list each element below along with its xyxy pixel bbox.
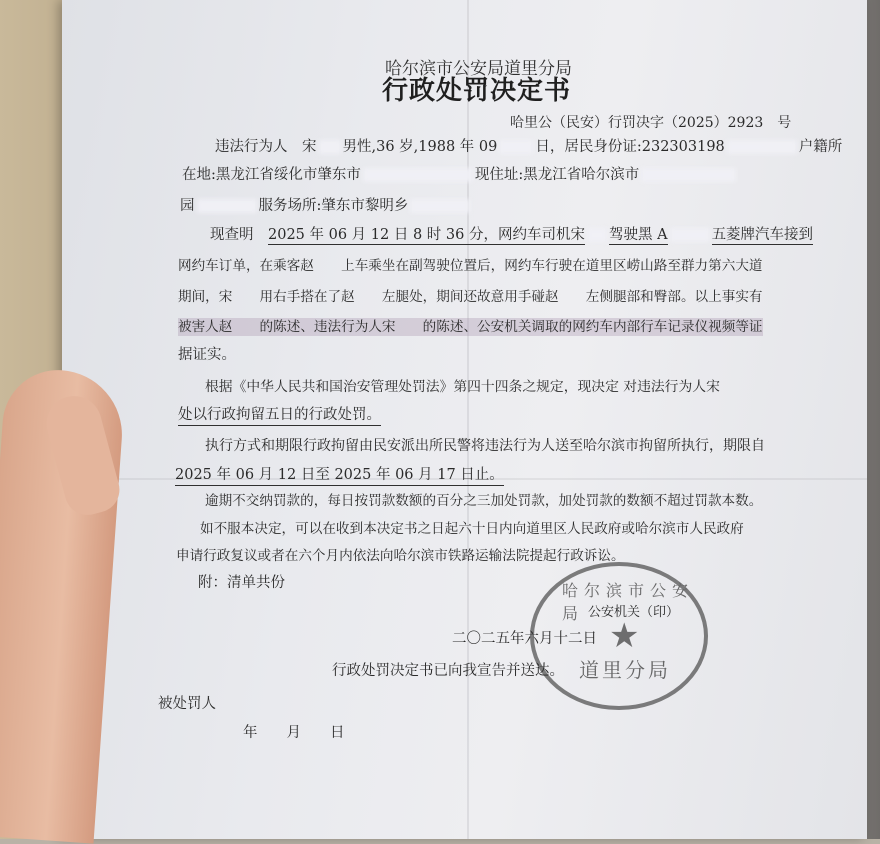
seal-bottom-text: 道里分局 [579,658,671,682]
execution-line-2: 2025 年 06 月 12 日至 2025 年 06 月 17 日止。 [175,466,504,486]
seal-top-text: 哈尔滨市公安局 [562,581,695,623]
facts-line-4: 被害人赵 的陈述、违法行为人宋 的陈述、公安机关调取的网约车内部行车记录仪视频等证 [178,319,763,335]
announce-text: 行政处罚决定书已向我宣告并送达。 [332,663,564,679]
violator-line-1: 违法行为人 宋 男性,36 岁,1988 年 09 日，居民身份证:232303198 户籍所 [215,139,843,155]
basis-line-2: 处以行政拘留五日的行政处罚。 [178,406,381,426]
document-number: 哈里公（民安）行罚决字（2025）2923 号 [510,115,792,131]
fine-note: 逾期不交纳罚款的，每日按罚款数额的百分之三加处罚款，加处罚款的数额不超过罚款本数。 [205,493,763,509]
basis-line-1: 根据《中华人民共和国治安管理处罚法》第四十四条之规定，现决定 对违法行为人宋 [205,379,720,395]
stamp-label: 公安机关（印） [588,605,680,620]
violator-line-2: 在地:黑龙江省绥化市肇东市 现住址:黑龙江省哈尔滨市 [182,166,738,184]
appeal-line-2: 申请行政复议或者在六个月内依法向哈尔滨市铁路运输法院提起行政诉讼。 [176,548,625,564]
facts-line-1: 现查明 2025 年 06 月 12 日 8 时 36 分，网约车司机宋 驾驶黑 A 五菱牌汽车接到 [210,227,814,243]
issue-date: 二〇二五年六月十二日 [452,631,597,647]
violator-line-3: 园 服务场所:肇东市黎明乡 [180,197,472,215]
attachment-note: 附：清单共份 [198,575,285,591]
facts-line-2: 网约车订单，在乘客赵 上车乘坐在副驾驶位置后，网约车行驶在道里区崂山路至群力第六大道 [178,258,763,274]
execution-line-1: 执行方式和期限行政拘留由民安派出所民警将违法行为人送至哈尔滨市拘留所执行，期限自 [205,438,765,454]
seal-star-icon: ★ [609,616,640,656]
fold-line-vertical [467,0,469,839]
agency-name: 哈尔滨市公安局道里分局 [385,59,572,79]
recipient-label: 被处罚人 [158,696,216,712]
document-title: 行政处罚决定书 [382,76,572,106]
recipient-date-blank: 年 月 日 [243,725,345,741]
facts-line-3: 期间，宋 用右手搭在了赵 左腿处，期间还故意用手碰赵 左侧腿部和臀部。以上事实有 [178,289,763,305]
appeal-line-1: 如不服本决定，可以在收到本决定书之日起六十日内向道里区人民政府或哈尔滨市人民政府 [200,521,744,537]
facts-line-5: 据证实。 [178,347,236,363]
